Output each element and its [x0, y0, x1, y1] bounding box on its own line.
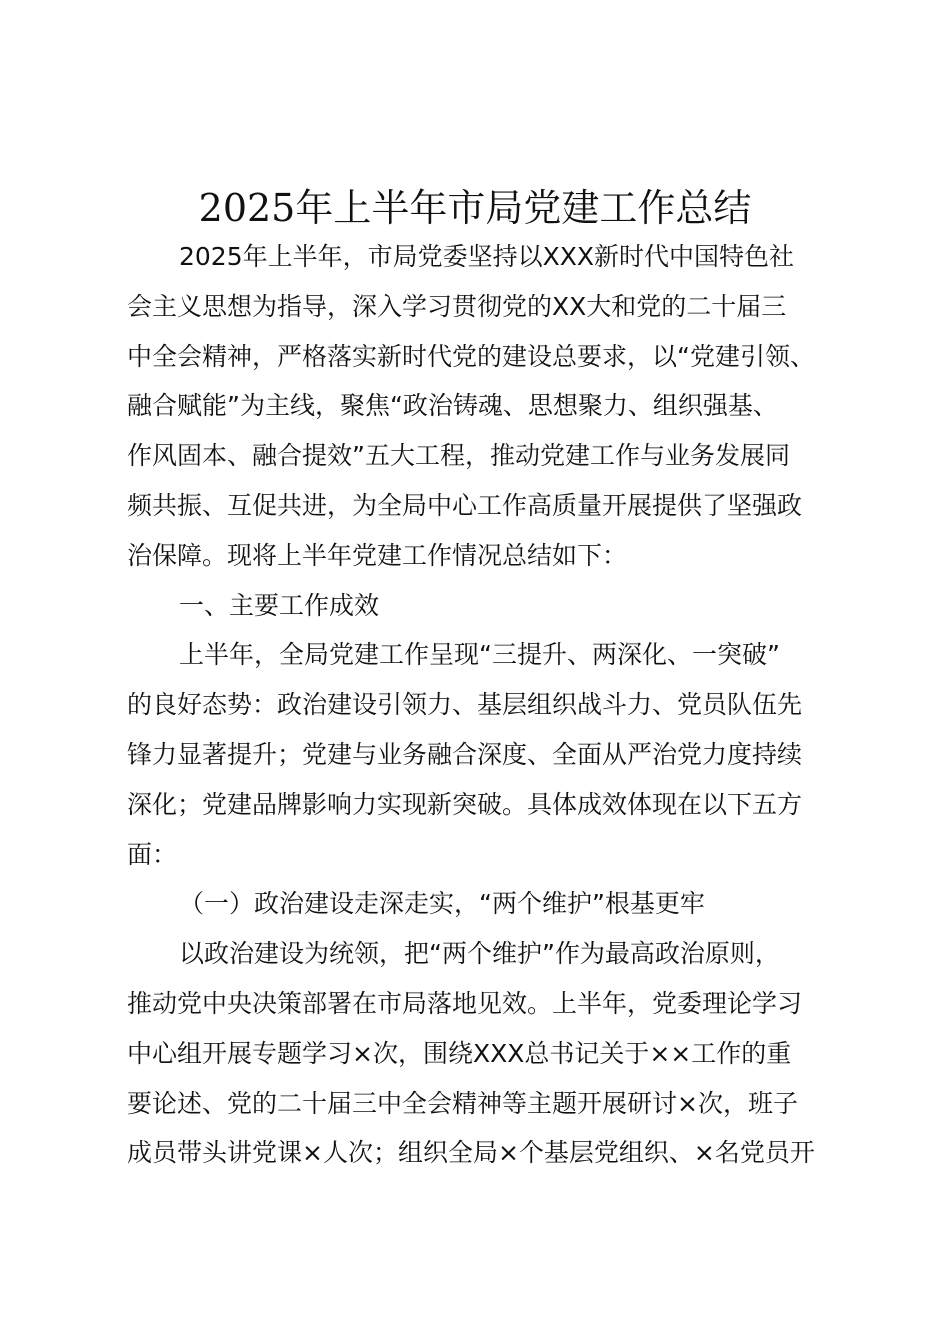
body-line: 深化；党建品牌影响力实现新突破。具体成效体现在以下五方: [127, 789, 803, 819]
document-title: 2025年上半年市局党建工作总结: [198, 186, 752, 230]
body-line: 面：: [127, 839, 178, 869]
body-line: 融合赋能”为主线，聚焦“政治铸魂、思想聚力、组织强基、: [127, 391, 778, 421]
body-line: 中全会精神，严格落实新时代党的建设总要求，以“党建引领、: [127, 341, 815, 371]
body-line: 一、主要工作成效: [179, 590, 380, 620]
body-line: 2025年上半年，市局党委坚持以XXX新时代中国特色社: [179, 242, 795, 271]
body-line: 上半年，全局党建工作呈现“三提升、两深化、一突破”: [179, 640, 780, 670]
body-line: 中心组开展专题学习×次，围绕XXX总书记关于××工作的重: [127, 1038, 792, 1068]
body-line: （一）政治建设走深走实，“两个维护”根基更牢: [179, 889, 705, 919]
body-line: 以政治建设为统领，把“两个维护”作为最高政治原则，: [179, 939, 780, 969]
body-line: 推动党中央决策部署在市局落地见效。上半年，党委理论学习: [127, 988, 803, 1018]
body-line: 的良好态势：政治建设引领力、基层组织战斗力、党员队伍先: [127, 690, 803, 720]
body-line: 作风固本、融合提效”五大工程，推动党建工作与业务发展同: [127, 441, 790, 471]
document-body: [127, 232, 837, 1178]
body-line: 要论述、党的二十届三中全会精神等主题开展研讨×次，班子: [127, 1088, 798, 1118]
body-line: 治保障。现将上半年党建工作情况总结如下：: [127, 540, 628, 570]
body-line: 会主义思想为指导，深入学习贯彻党的XX大和党的二十届三: [127, 291, 787, 321]
body-line: 锋力显著提升；党建与业务融合深度、全面从严治党力度持续: [127, 739, 803, 769]
body-line: 频共振、互促共进，为全局中心工作高质量开展提供了坚强政: [127, 490, 803, 520]
body-line: 成员带头讲党课×人次；组织全局×个基层党组织、×名党员开: [127, 1138, 815, 1168]
